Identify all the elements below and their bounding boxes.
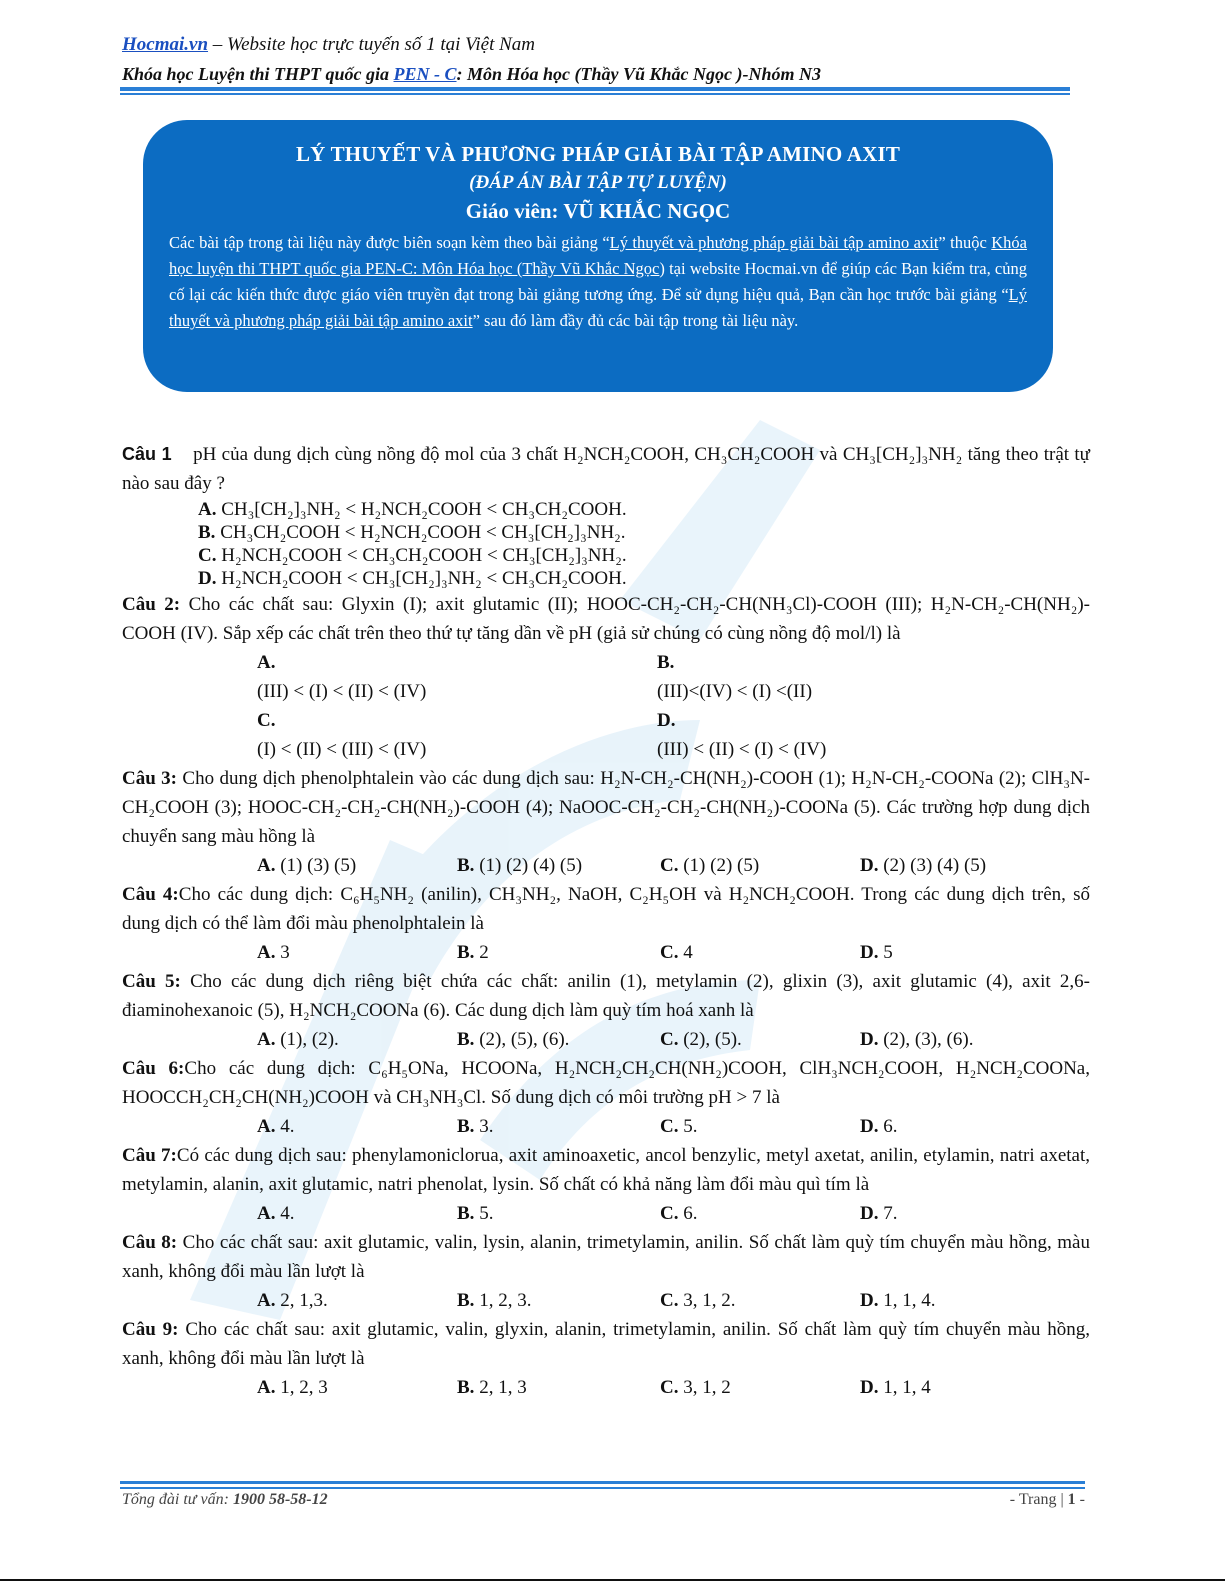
exercise-list	[122, 440, 1090, 1402]
hotline-label: Tổng đài tư vấn:	[122, 1491, 233, 1508]
page-prefix: - Trang |	[1009, 1491, 1068, 1508]
question-text: Cho các chất sau: axit glutamic, valin, glyxin, alanin, trimetylamin, anilin. Số chất làm quỳ tím chuyển màu hồng, xanh, không đổi màu lần lượt là	[122, 1319, 1090, 1369]
question-7-options	[122, 1199, 1090, 1228]
course-prefix: Khóa học Luyện thi THPT quốc gia	[122, 64, 394, 84]
header-rule-thin	[120, 93, 1070, 95]
hotline-number: 1900 58-58-12	[232, 1491, 328, 1508]
question-label: Câu 4:	[122, 884, 179, 905]
page-suffix: -	[1075, 1491, 1085, 1508]
option-c: C. 6.	[660, 1203, 698, 1224]
option-c: C. 3, 1, 2	[660, 1377, 731, 1398]
question-label: Câu 8:	[122, 1232, 178, 1253]
intro-lecture-link[interactable]: Lý thuyết và phương pháp giải bài tập amino axit	[609, 233, 939, 252]
question-2-options-row-2	[122, 706, 1090, 764]
question-text: Cho các chất sau: Glyxin (I); axit glutamic (II); HOOC-CH₂-CH₂-CH(NH₃Cl)-COOH (III); H₂N-CH₂-CH(NH₂)-COOH (IV). Sắp xếp các chất trên theo thứ tự tăng dần về pH (giả sử chúng có cùng nồng độ mol/l) là	[122, 594, 1090, 644]
option-c: C. 4	[660, 942, 693, 963]
option-a: A. 3	[257, 942, 290, 963]
site-tagline: – Website học trực tuyến số 1 tại Việt Nam	[208, 34, 536, 55]
question-label: Câu 9:	[122, 1319, 179, 1340]
question-text: Cho các chất sau: axit glutamic, valin, lysin, alanin, trimetylamin, anilin. Số chất làm quỳ tím chuyển màu hồng, màu xanh, không đổi màu lần lượt là	[122, 1232, 1090, 1282]
option-d: D. (2) (3) (4) (5)	[860, 855, 987, 876]
option-d: D. (2), (3), (6).	[860, 1029, 974, 1050]
option-b: B. (2), (5), (6).	[457, 1029, 570, 1050]
header-course-line	[122, 64, 821, 85]
footer-rule-thin	[120, 1487, 1085, 1489]
question-8	[122, 1228, 1090, 1286]
option-a: A. CH₃[CH₂]₃NH₂ < H₂NCH₂COOH < CH₃CH₂COOH.	[198, 499, 627, 520]
question-3-options	[122, 851, 1090, 880]
question-1	[122, 440, 1090, 498]
document-subtitle: (ĐÁP ÁN BÀI TẬP TỰ LUYỆN)	[469, 172, 727, 193]
option-d: D. 5	[860, 942, 893, 963]
question-5	[122, 967, 1090, 1025]
footer-page	[1010, 1491, 1085, 1509]
document-title: LÝ THUYẾT VÀ PHƯƠNG PHÁP GIẢI BÀI TẬP AMINO AXIT	[295, 142, 901, 166]
question-text: Cho dung dịch phenolphtalein vào các dung dịch sau: H₂N-CH₂-CH(NH₂)-COOH (1); H₂N-CH₂-COONa (2); ClH₃N-CH₂COOH (3); HOOC-CH₂-CH₂-CH(NH₂)-COOH (4); NaOOC-CH₂-CH₂-CH(NH₂)-COONa (5). Các trường hợp dung dịch chuyển sang màu hồng là	[122, 768, 1090, 847]
page-number: 1	[1067, 1491, 1076, 1508]
option-b: B. 2, 1, 3	[457, 1377, 527, 1398]
intro-text-3: ) tại website Hocmai.vn để giúp các Bạn kiểm tra, củng cố lại các kiến thức được giáo viên truyền đạt trong bài giảng tương ứng. Để sử dụng hiệu quả, Bạn cần học trước bài giảng “	[169, 259, 1028, 304]
question-6-options	[122, 1112, 1090, 1141]
question-label: Câu 2:	[122, 594, 181, 615]
question-label: Câu 7:	[122, 1145, 177, 1166]
question-9	[122, 1315, 1090, 1373]
option-a: A. 4.	[257, 1116, 295, 1137]
option-d: D. 1, 1, 4	[860, 1377, 931, 1398]
teacher-name: Giáo viên: VŨ KHẮC NGỌC	[465, 199, 731, 223]
option-c: C. H₂NCH₂COOH < CH₃CH₂COOH < CH₃[CH₂]₃NH₂.	[198, 545, 627, 566]
footer-rule	[120, 1481, 1085, 1484]
question-label: Câu 3:	[122, 768, 178, 789]
header-rule	[120, 87, 1070, 91]
intro-lecture-link-2[interactable]: Lý thuyết và phương pháp giải bài tập amino axit	[169, 285, 1027, 330]
option-b: B. CH₃CH₂COOH < H₂NCH₂COOH < CH₃[CH₂]₃NH₂.	[198, 522, 626, 543]
option-c: C. (2), (5).	[660, 1029, 742, 1050]
option-c: C. (I) < (II) < (III) < (IV)	[257, 710, 427, 760]
header-site-line	[122, 34, 535, 56]
intro-text-4: ” sau đó làm đầy đủ các bài tập trong tài liệu này.	[472, 311, 799, 330]
question-4-options	[122, 938, 1090, 967]
option-d: D. 1, 1, 4.	[860, 1290, 936, 1311]
option-a: A. 4.	[257, 1203, 295, 1224]
question-1-options	[122, 498, 1090, 590]
option-b: B. 3.	[457, 1116, 494, 1137]
option-c: C. (1) (2) (5)	[660, 855, 760, 876]
option-a: A. (III) < (I) < (II) < (IV)	[257, 652, 427, 702]
question-2-options-row-1	[122, 648, 1090, 706]
question-label: Câu 6:	[122, 1058, 185, 1079]
question-text: Cho các dung dịch riêng biệt chứa các chất: anilin (1), metylamin (2), glixin (3), axit glutamic (4), axit 2,6- điaminohexanoic (5), H₂NCH₂COONa (6). Các dung dịch làm quỳ tím hoá xanh là	[122, 971, 1090, 1021]
option-a: A. 2, 1,3.	[257, 1290, 328, 1311]
option-c: C. 3, 1, 2.	[660, 1290, 736, 1311]
option-a: A. (1) (3) (5)	[257, 855, 357, 876]
question-2	[122, 590, 1090, 648]
option-b: B. 5.	[457, 1203, 494, 1224]
option-a: A. (1), (2).	[257, 1029, 339, 1050]
site-link[interactable]: Hocmai.vn	[122, 34, 209, 55]
footer-hotline	[122, 1491, 328, 1509]
course-link[interactable]: PEN - C	[393, 64, 457, 84]
option-c: C. 5.	[660, 1116, 698, 1137]
course-suffix: : Môn Hóa học (Thầy Vũ Khắc Ngọc )-Nhóm N3	[456, 64, 822, 84]
option-b: B. (III)<(IV) < (I) <(II)	[657, 652, 813, 702]
question-text: Cho các dung dịch: C₆H₅NH₂ (anilin), CH₃NH₂, NaOH, C₂H₅OH và H₂NCH₂COOH. Trong các dung dịch trên, số dung dịch có thể làm đổi màu phenolphtalein là	[122, 884, 1090, 934]
question-label: Câu 1	[122, 444, 172, 464]
question-5-options	[122, 1025, 1090, 1054]
question-label: Câu 5:	[122, 971, 181, 992]
title-banner	[143, 120, 1053, 392]
intro-text-1: Các bài tập trong tài liệu này được biên soạn kèm theo bài giảng “	[169, 233, 610, 252]
question-7	[122, 1141, 1090, 1199]
option-b: B. 2	[457, 942, 489, 963]
banner-intro	[169, 230, 1027, 334]
intro-text-2: ” thuộc	[938, 233, 992, 252]
question-text: pH của dung dịch cùng nồng độ mol của 3 chất H₂NCH₂COOH, CH₃CH₂COOH và CH₃[CH₂]₃NH₂ tăng theo trật tự nào sau đây ?	[122, 444, 1090, 494]
question-6	[122, 1054, 1090, 1112]
option-d: D. (III) < (II) < (I) < (IV)	[657, 710, 827, 760]
question-9-options	[122, 1373, 1090, 1402]
question-4	[122, 880, 1090, 938]
question-text: Cho các dung dịch: C₆H₅ONa, HCOONa, H₂NCH₂CH₂CH(NH₂)COOH, ClH₃NCH₂COOH, H₂NCH₂COONa, HOOCCH₂CH₂CH(NH₂)COOH và CH₃NH₃Cl. Số dung dịch có môi trường pH > 7 là	[122, 1058, 1090, 1108]
option-d: D. 7.	[860, 1203, 898, 1224]
question-text: Có các dung dịch sau: phenylamoniclorua, axit aminoaxetic, ancol benzylic, metyl axetat, anilin, etylamin, natri axetat, metylamin, alanin, axit glutamic, natri phenolat, lysin. Số chất có khả năng làm đổi màu quì tím là	[122, 1145, 1090, 1195]
option-b: B. (1) (2) (4) (5)	[457, 855, 583, 876]
option-a: A. 1, 2, 3	[257, 1377, 328, 1398]
option-d: D. 6.	[860, 1116, 898, 1137]
intro-course-link[interactable]: Khóa học luyện thi THPT quốc gia PEN-C: Môn Hóa học (Thầy Vũ Khắc Ngọc	[169, 233, 1028, 278]
option-d: D. H₂NCH₂COOH < CH₃[CH₂]₃NH₂ < CH₃CH₂COOH.	[198, 568, 627, 589]
page-bottom-border	[0, 1579, 1225, 1581]
question-8-options	[122, 1286, 1090, 1315]
question-3	[122, 764, 1090, 851]
option-b: B. 1, 2, 3.	[457, 1290, 532, 1311]
